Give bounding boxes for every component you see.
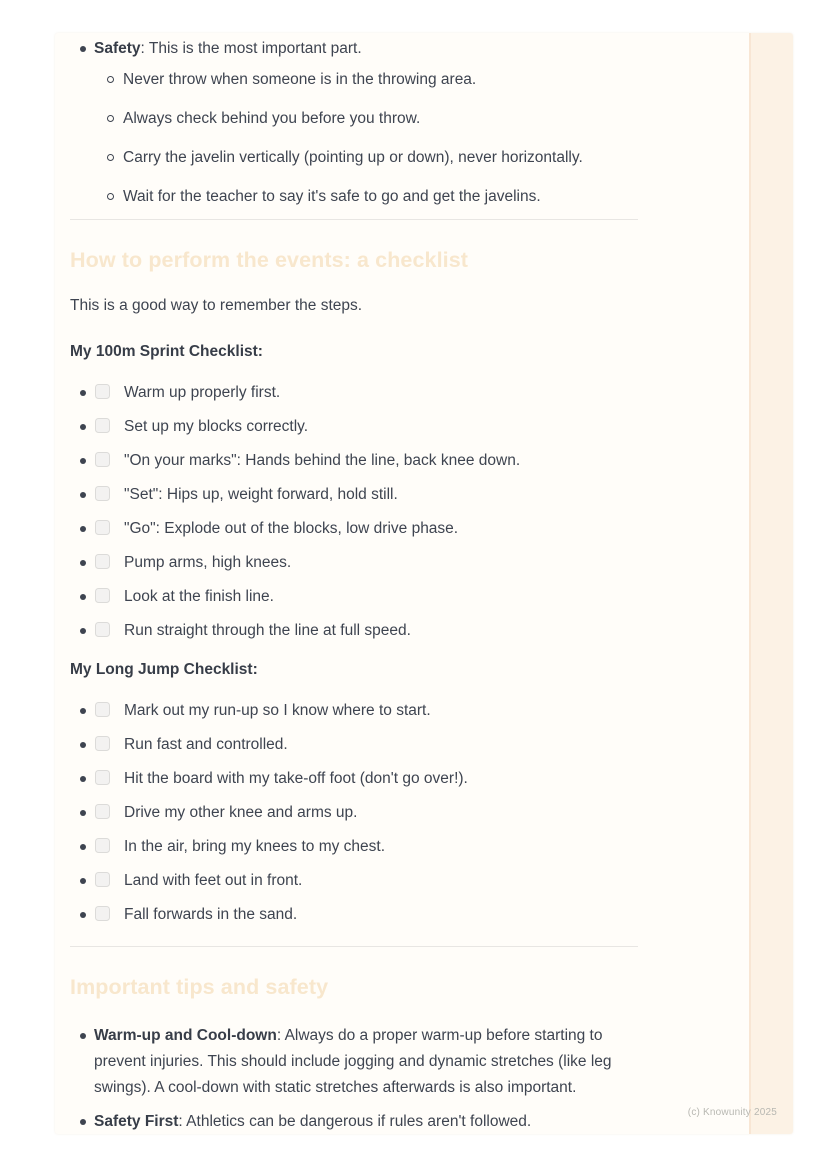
checklist-item-text: Run straight through the line at full speed. <box>124 622 411 639</box>
checkbox-icon <box>95 418 110 433</box>
checklist-item-text: "Go": Explode out of the blocks, low drive phase. <box>124 520 459 537</box>
tips-list <box>70 1023 638 1135</box>
checklist-item-text: "Set": Hips up, weight forward, hold still. <box>124 486 398 503</box>
checklist-item <box>70 904 638 925</box>
page-content <box>70 33 638 1143</box>
checkbox-icon <box>95 906 110 921</box>
checklist-item <box>70 620 638 641</box>
checklist-item <box>70 870 638 891</box>
section-divider <box>70 219 638 220</box>
checklist-item <box>70 518 638 539</box>
bullet-icon <box>80 46 86 52</box>
checklist-title-sprint: My 100m Sprint Checklist: <box>70 343 263 360</box>
bullet-icon <box>80 776 86 782</box>
checklist-item-text: Fall forwards in the sand. <box>124 906 298 923</box>
long-jump-checklist <box>70 700 638 925</box>
checklist-item <box>70 450 638 471</box>
circle-bullet-icon <box>107 193 114 200</box>
list-item-text: Never throw when someone is in the throwing area. <box>123 71 477 88</box>
list-item <box>70 108 638 129</box>
bullet-icon <box>80 526 86 532</box>
bullet-icon <box>80 390 86 396</box>
bullet-icon <box>80 878 86 884</box>
circle-bullet-icon <box>107 115 114 122</box>
bullet-icon <box>80 458 86 464</box>
list-item-rest: : Always do a proper warm-up before starting to prevent injuries. This should include jogging and dynamic stretches (like leg swings). A cool-down with static stretches afterwards is also important. <box>94 1027 612 1096</box>
list-item-text <box>94 1023 638 1101</box>
checklist-item <box>70 586 638 607</box>
circle-bullet-icon <box>107 76 114 83</box>
checklist-item <box>70 416 638 437</box>
checklist-item-text: Pump arms, high knees. <box>124 554 292 571</box>
checklist-item-text: Look at the finish line. <box>124 588 274 605</box>
checkbox-icon <box>95 622 110 637</box>
checklist-item-text: Mark out my run-up so I know where to start. <box>124 702 431 719</box>
list-item <box>70 69 638 90</box>
checkbox-icon <box>95 702 110 717</box>
paragraph: This is a good way to remember the steps. <box>70 297 363 314</box>
checklist-item <box>70 734 638 755</box>
sprint-checklist <box>70 382 638 641</box>
list-item-text: Wait for the teacher to say it's safe to go and get the javelins. <box>123 188 541 205</box>
list-item <box>70 186 638 207</box>
bullet-icon <box>80 1119 86 1125</box>
section-heading: Important tips and safety <box>70 975 329 999</box>
checklist-item-text: Hit the board with my take-off foot (don't go over!). <box>124 770 468 787</box>
checkbox-icon <box>95 736 110 751</box>
checklist-item-text: Run fast and controlled. <box>124 736 288 753</box>
checklist-item <box>70 484 638 505</box>
list-item-text: Always check behind you before you throw. <box>123 110 421 127</box>
checklist-title-long-jump: My Long Jump Checklist: <box>70 661 258 678</box>
list-item-rest: : Athletics can be dangerous if rules aren't followed. <box>178 1113 532 1130</box>
bullet-icon <box>80 492 86 498</box>
checkbox-icon <box>95 872 110 887</box>
section-heading: How to perform the events: a checklist <box>70 248 469 272</box>
checklist-item <box>70 700 638 721</box>
copyright-watermark: (c) Knowunity 2025 <box>687 1107 777 1118</box>
list-item <box>70 1023 638 1101</box>
page-margin-strip <box>749 33 793 1134</box>
section-divider <box>70 946 638 947</box>
list-item-text <box>94 38 362 59</box>
checklist-item <box>70 382 638 403</box>
list-item <box>70 38 638 59</box>
list-item-bold: Warm-up and Cool-down <box>94 1027 277 1044</box>
bullet-icon <box>80 742 86 748</box>
checklist-item-text: Warm up properly first. <box>124 384 281 401</box>
checkbox-icon <box>95 770 110 785</box>
circle-bullet-icon <box>107 154 114 161</box>
list-item-bold: Safety <box>94 40 141 57</box>
bullet-icon <box>80 424 86 430</box>
checklist-item <box>70 802 638 823</box>
checklist-item-text: "On your marks": Hands behind the line, back knee down. <box>124 452 521 469</box>
checkbox-icon <box>95 520 110 535</box>
checkbox-icon <box>95 554 110 569</box>
safety-list <box>70 38 638 59</box>
list-item-bold: Safety First <box>94 1113 179 1130</box>
safety-sub-list <box>70 69 638 207</box>
list-item-text <box>94 1109 531 1135</box>
checkbox-icon <box>95 384 110 399</box>
checklist-item-text: Set up my blocks correctly. <box>124 418 309 435</box>
bullet-icon <box>80 560 86 566</box>
list-item <box>70 147 638 168</box>
checklist-item <box>70 768 638 789</box>
checkbox-icon <box>95 838 110 853</box>
checklist-item <box>70 552 638 573</box>
checkbox-icon <box>95 588 110 603</box>
bullet-icon <box>80 708 86 714</box>
bullet-icon <box>80 844 86 850</box>
checkbox-icon <box>95 486 110 501</box>
bullet-icon <box>80 1033 86 1039</box>
checkbox-icon <box>95 452 110 467</box>
bullet-icon <box>80 810 86 816</box>
list-item <box>70 1109 638 1135</box>
list-item-text: Carry the javelin vertically (pointing up or down), never horizontally. <box>123 149 583 166</box>
checklist-item <box>70 836 638 857</box>
checklist-item-text: In the air, bring my knees to my chest. <box>124 838 386 855</box>
bullet-icon <box>80 594 86 600</box>
document-page <box>55 33 793 1134</box>
checklist-item-text: Land with feet out in front. <box>124 872 303 889</box>
checkbox-icon <box>95 804 110 819</box>
bullet-icon <box>80 912 86 918</box>
checklist-item-text: Drive my other knee and arms up. <box>124 804 358 821</box>
list-item-rest: : This is the most important part. <box>140 40 362 57</box>
bullet-icon <box>80 628 86 634</box>
